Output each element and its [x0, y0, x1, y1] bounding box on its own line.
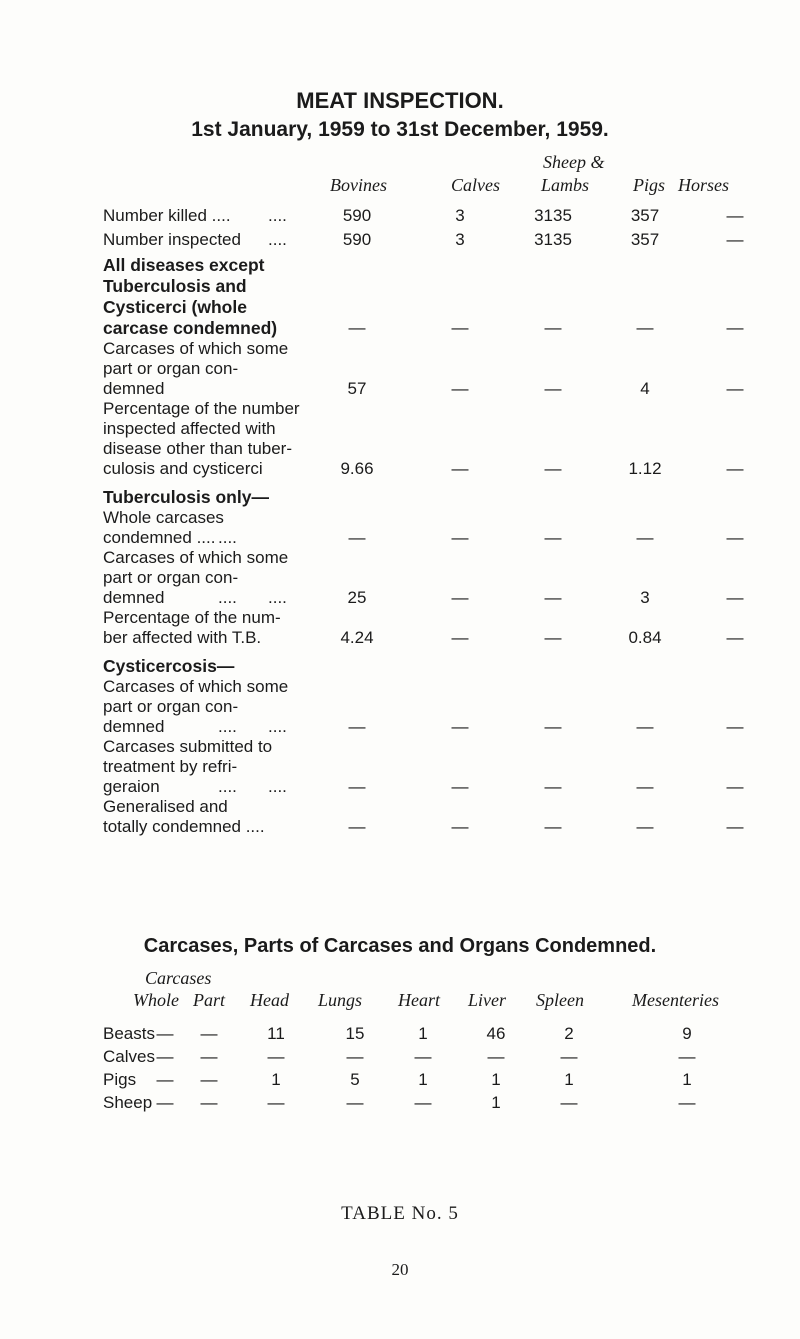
organ-value-cell: — — [200, 1024, 218, 1043]
leader-dots: .... — [218, 588, 237, 607]
section-heading-line: carcase condemned) — [103, 318, 278, 338]
col-header-pigs: Pigs — [633, 175, 666, 195]
row-label-line: part or organ con- — [103, 697, 239, 716]
value-cell: — — [451, 588, 469, 607]
row-label-line: disease other than tuber- — [103, 439, 293, 458]
row-label-line: Percentage of the number — [103, 399, 300, 418]
section-heading-line: Cysticerci (whole — [103, 297, 247, 317]
col-header-horses: Horses — [678, 175, 730, 195]
organs-table-title: Carcases, Parts of Carcases and Organs Condemned. — [143, 935, 657, 957]
section-heading: Cysticercosis— — [103, 656, 235, 676]
value-cell: — — [451, 318, 469, 337]
organ-value-cell: 11 — [267, 1024, 285, 1043]
value-cell: 3 — [455, 206, 465, 225]
value-cell: 4.24 — [340, 628, 374, 647]
organ-value-cell: 1 — [491, 1070, 501, 1089]
organ-value-cell: — — [156, 1047, 174, 1066]
leader-dots: .... — [218, 528, 237, 547]
col-header-lambs: Lambs — [541, 175, 590, 195]
organ-col-header: Spleen — [536, 990, 584, 1010]
organ-col-header: Heart — [398, 990, 440, 1010]
organ-value-cell: — — [267, 1047, 285, 1066]
value-cell: — — [726, 318, 744, 337]
leader-dots: .... — [218, 777, 237, 796]
organ-col-header: Head — [250, 990, 289, 1010]
organ-value-cell: 1 — [418, 1024, 428, 1043]
value-cell: — — [451, 628, 469, 647]
organ-row-label: Calves — [103, 1047, 155, 1066]
row-label-line: Carcases of which some — [103, 677, 289, 696]
value-cell: — — [726, 528, 744, 547]
section-heading-line: Tuberculosis and — [103, 276, 247, 296]
organ-col-header: Whole — [133, 990, 179, 1010]
row-label-line: treatment by refri- — [103, 757, 238, 776]
row-label-line: part or organ con- — [103, 359, 239, 378]
value-cell: — — [636, 777, 654, 796]
value-cell: 357 — [630, 206, 660, 225]
organ-col-header: Part — [193, 990, 226, 1010]
organ-value-cell: — — [678, 1047, 696, 1066]
value-cell: 57 — [347, 379, 367, 398]
value-cell: — — [451, 777, 469, 796]
organ-value-cell: 1 — [418, 1070, 428, 1089]
value-cell: — — [451, 459, 469, 478]
value-cell: 0.84 — [628, 628, 662, 647]
col-header-bovines: Bovines — [330, 175, 387, 195]
value-cell: 9.66 — [340, 459, 374, 478]
organ-value-cell: — — [678, 1093, 696, 1112]
value-cell: — — [726, 588, 744, 607]
organ-value-cell: — — [346, 1093, 364, 1112]
leader-dots: .... — [268, 717, 287, 736]
value-cell: — — [544, 717, 562, 736]
row-label-line: Carcases of which some — [103, 548, 289, 567]
value-cell: — — [451, 528, 469, 547]
value-cell: 3 — [455, 230, 465, 249]
row-label-line: Carcases of which some — [103, 339, 289, 358]
organ-col-header: Lungs — [318, 990, 363, 1010]
row-label-line: condemned .... — [103, 528, 216, 547]
col-header-calves: Calves — [451, 175, 500, 195]
value-cell: 25 — [347, 588, 367, 607]
section-heading: Tuberculosis only— — [103, 487, 269, 507]
value-cell: — — [544, 777, 562, 796]
organ-value-cell: 1 — [491, 1093, 501, 1112]
row-label-line: demned — [103, 588, 165, 607]
value-cell: — — [348, 528, 366, 547]
value-cell: 590 — [342, 230, 372, 249]
value-cell: — — [544, 379, 562, 398]
row-label-line: ber affected with T.B. — [103, 628, 262, 647]
organ-value-cell: — — [200, 1047, 218, 1066]
value-cell: — — [348, 817, 366, 836]
organ-value-cell: — — [156, 1070, 174, 1089]
value-cell: — — [544, 817, 562, 836]
organ-value-cell: — — [346, 1047, 364, 1066]
value-cell: — — [544, 318, 562, 337]
organ-value-cell: 46 — [486, 1024, 506, 1043]
row-label-line: Carcases submitted to — [103, 737, 273, 756]
page-title: MEAT INSPECTION. — [296, 88, 504, 113]
value-cell: — — [544, 588, 562, 607]
organ-value-cell: — — [414, 1093, 432, 1112]
organ-value-cell: 5 — [350, 1070, 360, 1089]
organ-value-cell: 1 — [271, 1070, 281, 1089]
value-cell: — — [451, 817, 469, 836]
value-cell: — — [544, 528, 562, 547]
organ-value-cell: — — [560, 1093, 578, 1112]
organ-value-cell: — — [267, 1093, 285, 1112]
row-label: Number inspected — [103, 230, 241, 249]
value-cell: 1.12 — [628, 459, 662, 478]
value-cell: 3135 — [534, 206, 572, 225]
organ-value-cell: — — [156, 1093, 174, 1112]
row-label-line: part or organ con- — [103, 568, 239, 587]
carcases-group-header: Carcases — [145, 968, 212, 988]
organ-row-label: Sheep — [103, 1093, 153, 1112]
value-cell: — — [726, 206, 744, 225]
date-range-subtitle: 1st January, 1959 to 31st December, 1959. — [191, 118, 609, 141]
organ-row-label: Pigs — [103, 1070, 137, 1089]
value-cell: — — [726, 777, 744, 796]
page-number: 20 — [391, 1260, 409, 1279]
organ-row-label: Beasts — [103, 1024, 155, 1043]
row-label-line: demned — [103, 379, 165, 398]
value-cell: — — [636, 817, 654, 836]
organ-value-cell: 2 — [564, 1024, 574, 1043]
value-cell: — — [451, 379, 469, 398]
value-cell: — — [726, 379, 744, 398]
leader-dots: .... — [218, 717, 237, 736]
organ-value-cell: 1 — [564, 1070, 574, 1089]
organ-value-cell: — — [200, 1070, 218, 1089]
value-cell: — — [726, 628, 744, 647]
value-cell: — — [636, 528, 654, 547]
value-cell: — — [544, 628, 562, 647]
row-label-line: Generalised and — [103, 797, 228, 816]
organ-value-cell: — — [200, 1093, 218, 1112]
section-heading: All diseases except — [103, 255, 265, 275]
row-label-line: Whole carcases — [103, 508, 224, 527]
value-cell: 590 — [342, 206, 372, 225]
value-cell: — — [726, 717, 744, 736]
value-cell: — — [348, 777, 366, 796]
row-label: Number killed .... — [103, 206, 231, 225]
leader-dots: .... — [268, 777, 287, 796]
value-cell: — — [636, 717, 654, 736]
value-cell: — — [348, 717, 366, 736]
leader-dots: .... — [268, 206, 287, 225]
leader-dots: .... — [268, 588, 287, 607]
row-label-line: totally condemned .... — [103, 817, 265, 836]
organ-value-cell: 15 — [345, 1024, 365, 1043]
value-cell: 3135 — [534, 230, 572, 249]
table-caption: TABLE No. 5 — [341, 1203, 459, 1224]
col-header-sheep: Sheep & — [543, 152, 605, 172]
organ-value-cell: — — [487, 1047, 505, 1066]
organ-value-cell: — — [414, 1047, 432, 1066]
value-cell: — — [726, 230, 744, 249]
organ-col-header: Mesenteries — [632, 990, 719, 1010]
value-cell: — — [451, 717, 469, 736]
organ-value-cell: — — [156, 1024, 174, 1043]
row-label-line: culosis and cysticerci — [103, 459, 263, 478]
value-cell: 357 — [630, 230, 660, 249]
row-label-line: inspected affected with — [103, 419, 276, 438]
leader-dots: .... — [268, 230, 287, 249]
value-cell: — — [544, 459, 562, 478]
value-cell: — — [726, 817, 744, 836]
organ-col-header: Liver — [468, 990, 506, 1010]
value-cell: 4 — [640, 379, 650, 398]
row-label-line: demned — [103, 717, 165, 736]
row-label-line: Percentage of the num- — [103, 608, 281, 627]
value-cell: — — [726, 459, 744, 478]
organ-value-cell: 9 — [682, 1024, 692, 1043]
value-cell: 3 — [640, 588, 650, 607]
value-cell: — — [636, 318, 654, 337]
row-label-line: geraion — [103, 777, 160, 796]
organ-value-cell: 1 — [682, 1070, 692, 1089]
value-cell: — — [348, 318, 366, 337]
organ-value-cell: — — [560, 1047, 578, 1066]
